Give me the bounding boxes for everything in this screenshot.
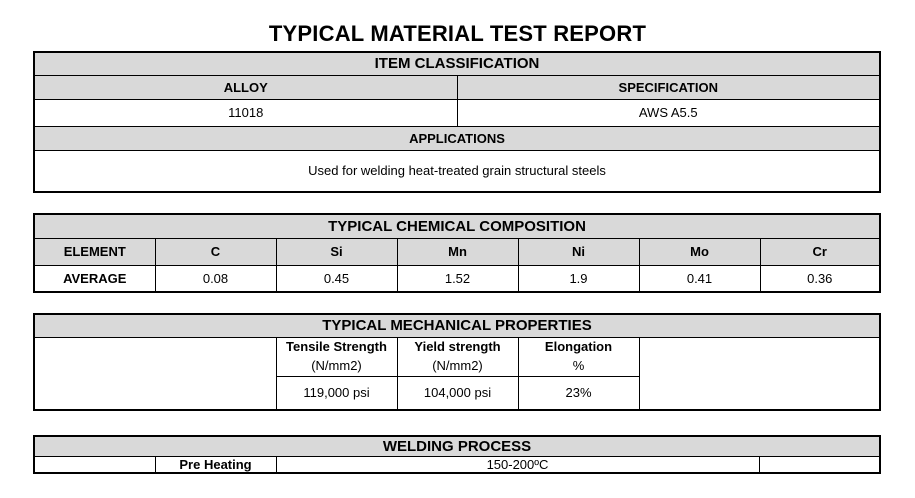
elongation-label: Elongation [518,337,639,356]
element-mn: Mn [397,238,518,265]
average-cr: 0.36 [760,265,880,292]
average-c: 0.08 [155,265,276,292]
yield-strength-value: 104,000 psi [397,376,518,410]
elongation-value: 23% [518,376,639,410]
element-row-label: ELEMENT [34,238,155,265]
element-mo: Mo [639,238,760,265]
alloy-label: ALLOY [34,75,457,99]
specification-label: SPECIFICATION [457,75,880,99]
chemical-composition-table [33,213,881,293]
welding-process-table [33,435,881,474]
applications-value: Used for welding heat-treated grain structural steels [34,150,880,192]
average-si: 0.45 [276,265,397,292]
chemical-composition-heading: TYPICAL CHEMICAL COMPOSITION [34,214,880,238]
welding-blank-right [759,456,880,473]
element-cr: Cr [760,238,880,265]
tensile-strength-unit: (N/mm2) [276,356,397,376]
mechanical-properties-heading: TYPICAL MECHANICAL PROPERTIES [34,314,880,337]
item-classification-heading: ITEM CLASSIFICATION [34,52,880,75]
page-title: TYPICAL MATERIAL TEST REPORT [268,21,647,46]
tensile-strength-value: 119,000 psi [276,376,397,410]
yield-strength-unit: (N/mm2) [397,356,518,376]
welding-process-heading: WELDING PROCESS [34,436,880,456]
applications-label: APPLICATIONS [34,126,880,150]
welding-blank-left [34,456,155,473]
average-ni: 1.9 [518,265,639,292]
average-mo: 0.41 [639,265,760,292]
item-classification-table [33,51,881,193]
average-mn: 1.52 [397,265,518,292]
alloy-value: 11018 [34,99,457,126]
average-row-label: AVERAGE [34,265,155,292]
mechanical-blank-right [639,337,880,410]
mechanical-properties-table [33,313,881,411]
preheating-value: 150-200ºC [276,456,759,473]
preheating-label: Pre Heating [155,456,276,473]
mechanical-blank-left [34,337,276,410]
yield-strength-label: Yield strength [397,337,518,356]
elongation-unit: % [518,356,639,376]
element-ni: Ni [518,238,639,265]
tensile-strength-label: Tensile Strength [276,337,397,356]
element-c: C [155,238,276,265]
element-si: Si [276,238,397,265]
specification-value: AWS A5.5 [457,99,880,126]
